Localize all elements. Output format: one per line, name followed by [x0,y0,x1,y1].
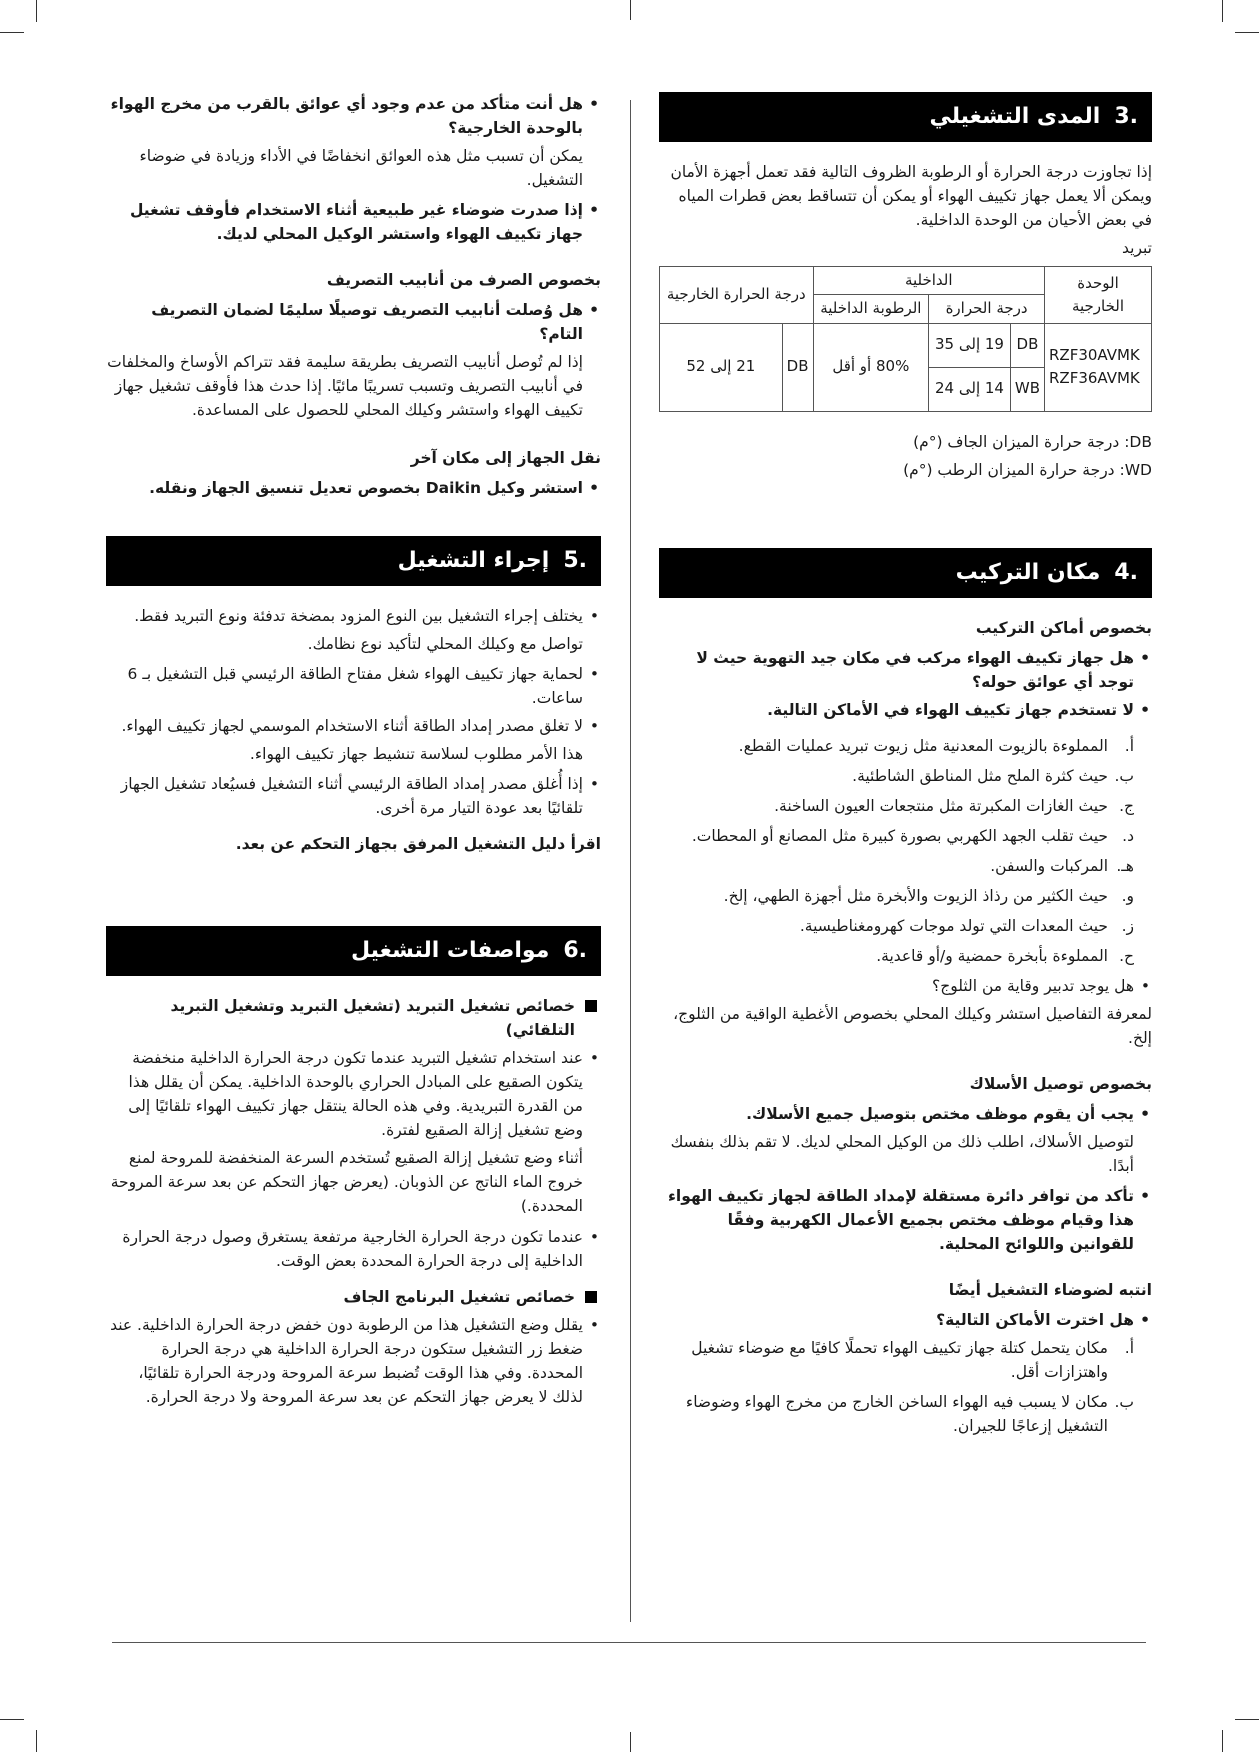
list-item: ز. حيث المعدات التي تولد موجات كهرومغناطيسية. [799,916,1134,935]
bullet-drain-pipes: • هل وُصلت أنابيب التصريف توصيلًا سليمًا لضمان التصريف التام؟ [106,298,601,346]
list-item: أ. مكان يتحمل كتلة جهاز تكييف الهواء تحملًا كافيًا مع ضوضاء تشغيل واهتزازات أقل. [691,1338,1134,1381]
wb-label: WB [1010,367,1044,411]
subheading-relocation: نقل الجهاز إلى مكان آخر [410,449,601,468]
drain-text: إذا لم تُوصل أنابيب التصريف بطريقة سليمة فقد تتراكم الأوساخ والمخلفات في أنابيب التصريف وتسبب تسريبًا مائيًا. إذا حدث هذا فأوقف تشغيل جهاز تكييف الهواء واستشر وكيلك المحلي للحصول على المساعدة. [107,353,583,420]
right-column [659,92,1152,1444]
crop-mark [0,1719,24,1720]
section-title: مكان التركيب [955,559,1101,585]
outdoor-db-label: DB [782,323,813,411]
crop-mark [36,0,37,22]
bullet-do-not-use: • لا تستخدم جهاز تكييف الهواء في الأماكن التالية. [659,698,1152,722]
heading-dry-program: خصائص تشغيل البرنامج الجاف [106,1285,601,1309]
section-6-header [106,926,601,976]
db-range: 19 إلى 35 [929,323,1011,367]
left-column [106,92,601,1413]
list-item: ج. حيث الغازات المكبرتة مثل منتجعات العيون الساخنة. [774,796,1134,815]
bullet-power-6h: • لحماية جهاز تكييف الهواء شغل مفتاح الطاقة الرئيسي قبل التشغيل بـ 6 ساعات. [106,662,601,710]
wb-range: 14 إلى 24 [929,367,1011,411]
bullet-power-circuit: • تأكد من توافر دائرة مستقلة لإمداد الطاقة لجهاز تكييف الهواء هذا وقيام موظف مختص بجميع الأعمال الكهربية وفقًا للقوانين واللوائح المحلية. [659,1184,1152,1256]
model-2: RZF36AVMK [1049,369,1140,388]
wiring-text: لتوصيل الأسلاك، اطلب ذلك من الوكيل المحلي لديك. لا تقم بذلك بنفسك أبدًا. [670,1132,1134,1175]
list-item: ح. المملوءة بأبخرة حمضية و/أو قاعدية. [876,946,1134,965]
bullet-no-power-off: • لا تغلق مصدر إمداد الطاقة أثناء الاستخدام الموسمي لجهاز تكييف الهواء. [106,714,601,738]
section-4-header [659,548,1152,598]
model-1: RZF30AVMK [1049,345,1140,364]
defrost-text: أثناء وضع تشغيل إزالة الصقيع تُستخدم السرعة المنخفضة للمروحة لمنع خروج الماء الناتج عن الذوبان. (يعرض جهاز التحكم عن بعد سرعة المروحة المحددة.) [110,1149,583,1216]
section-number: .5 [563,548,587,574]
section-title: إجراء التشغيل [397,548,550,574]
read-remote-manual: اقرأ دليل التشغيل المرفق بجهاز التحكم عن بعد. [235,835,601,854]
crop-mark [1235,32,1259,33]
col-temp: درجة الحرارة [929,295,1045,323]
footer-rule [112,1642,1146,1643]
bullet-ventilation: • هل جهاز تكييف الهواء مركب في مكان جيد التهوية حيث لا توجد أي عوائق حوله؟ [659,646,1152,694]
section-3-header [659,92,1152,142]
section-number: .3 [1114,103,1138,129]
crop-mark [1222,0,1223,22]
list-item: د. حيث تقلب الجهد الكهربي بصورة كبيرة مثل المصانع أو المحطات. [691,826,1134,845]
crop-mark [1222,1730,1223,1752]
air-outlet-text: يمكن أن تسبب مثل هذه العوائق انخفاضًا في الأداء وزيادة في ضوضاء التشغيل. [139,147,583,190]
note-wd: WD: درجة حرارة الميزان الرطب (°م) [903,460,1152,479]
col-outdoor-temp: درجة الحرارة الخارجية [660,267,814,324]
bullet-auto-restart: • إذا أُغلق مصدر إمداد الطاقة الرئيسي أثناء التشغيل فسيُعاد تشغيل الجهاز تلقائيًا بعد عودة التيار مرة أخرى. [106,772,601,820]
bullet-snow-protection: • هل يوجد تدبير وقاية من الثلوج؟ [659,974,1152,998]
list-item: ب. حيث كثرة الملح مثل المناطق الشاطئية. [852,766,1134,785]
bullet-consult-daikin: • استشر وكيل Daikin بخصوص تعديل تنسيق الجهاز ونقله. [106,476,601,500]
subheading-noise: انتبه لضوضاء التشغيل أيضًا [948,1280,1152,1299]
section-number: .4 [1114,559,1138,585]
crop-mark [630,1732,631,1752]
mode-label: تبريد [1122,239,1152,258]
db-label: DB [1010,323,1044,367]
crop-mark [36,1730,37,1752]
bullet-air-outlet-obstacles: • هل أنت متأكد من عدم وجود أي عوائق بالقرب من مخرج الهواء بالوحدة الخارجية؟ [106,92,601,140]
model-cell [1045,323,1152,411]
bullet-wiring-staff: • يجب أن يقوم موظف مختص بتوصيل جميع الأسلاك. [659,1102,1152,1126]
col-outdoor-unit: الوحدة الخارجية [1045,267,1152,324]
bullet-abnormal-noise: • إذا صدرت ضوضاء غير طبيعية أثناء الاستخدام فأوقف تشغيل جهاز تكييف الهواء واستشر الوكيل المحلي لديك. [106,198,601,246]
section-number: .6 [563,938,587,964]
list-item: ب. مكان لا يسبب فيه الهواء الساخن الخارج من مخرج الهواء وضوضاء التشغيل إزعاجًا للجيران. [685,1393,1134,1436]
note-db: DB: درجة حرارة الميزان الجاف (°م) [913,432,1152,451]
subheading-drain: بخصوص الصرف من أنابيب التصريف [326,271,601,290]
col-humidity: الرطوبة الداخلية [813,295,929,323]
outdoor-range: 21 إلى 52 [660,323,783,411]
bullet-frost: • عند استخدام تشغيل التبريد عندما تكون درجة الحرارة الداخلية منخفضة يتكون الصقيع على المبادل الحراري بالوحدة الداخلية. يمكن أن يقلل هذا من القدرة التبريدية. وفي هذه الحالة ينتقل جهاز تكييف الهواء تلقائيًا إلى وضع تشغيل إزالة الصقيع لفترة. [106,1046,601,1142]
subheading-wiring: بخصوص توصيل الأسلاك [969,1074,1152,1093]
list-item: أ. المملوءة بالزيوت المعدنية مثل زيوت تبريد عمليات القطع. [738,736,1134,755]
bullet-dry-mode: • يقلل وضع التشغيل هذا من الرطوبة دون خفض درجة الحرارة الداخلية. عند ضغط زر التشغيل ستكون درجة الحرارة الداخلية هي درجة الحرارة المحددة. وفي هذا الوقت تُضبط سرعة المروحة ودرجة الحرارة تلقائيًا، لذلك لا يعرض جهاز التحكم عن بعد سرعة المروحة ولا درجة الحرارة. [106,1313,601,1409]
subheading-install-places: بخصوص أماكن التركيب [975,618,1152,637]
col-indoor: الداخلية [813,267,1044,295]
list-item: و. حيث الكثير من رذاذ الزيوت والأبخرة مثل أجهزة الطهي، إلخ. [723,886,1134,905]
bullet-chosen-places: • هل اخترت الأماكن التالية؟ [659,1308,1152,1332]
bullet-high-outdoor-temp: • عندما تكون درجة الحرارة الخارجية مرتفعة يستغرق وصول درجة الحرارة الداخلية إلى درجة الحرارة المحددة بعض الوقت. [106,1225,601,1273]
crop-mark [1235,1719,1259,1720]
humidity-value: 80% أو أقل [813,323,929,411]
heading-cooling-characteristics: خصائص تشغيل التبريد (تشغيل التبريد وتشغيل التبريد التلقائي) [106,994,601,1042]
snow-protection-text: لمعرفة التفاصيل استشر وكيلك المحلي بخصوص الأغطية الواقية من الثلوج، إلخ. [673,1004,1152,1047]
operation-type-text: تواصل مع وكيلك المحلي لتأكيد نوع نظامك. [307,635,583,654]
section-title: المدى التشغيلي [929,103,1101,129]
column-divider [630,100,631,1622]
power-off-text: هذا الأمر مطلوب لسلاسة تنشيط جهاز تكييف الهواء. [249,745,583,764]
section-title: مواصفات التشغيل [351,938,550,964]
bullet-operation-type: • يختلف إجراء التشغيل بين النوع المزود بمضخة تدفئة ونوع التبريد فقط. [106,604,601,628]
crop-mark [0,32,24,33]
section-5-header [106,536,601,586]
operating-range-intro: إذا تجاوزت درجة الحرارة أو الرطوبة الظروف التالية فقد تعمل أجهزة الأمان ويمكن ألا يعمل جهاز تكييف الهواء أو يمكن أن تتساقط بعض قطرات المياه في بعض الأحيان من الوحدة الداخلية. [670,163,1152,230]
list-item: هـ. المركبات والسفن. [990,856,1134,875]
crop-mark [630,0,631,20]
operating-range-table [659,266,1152,412]
